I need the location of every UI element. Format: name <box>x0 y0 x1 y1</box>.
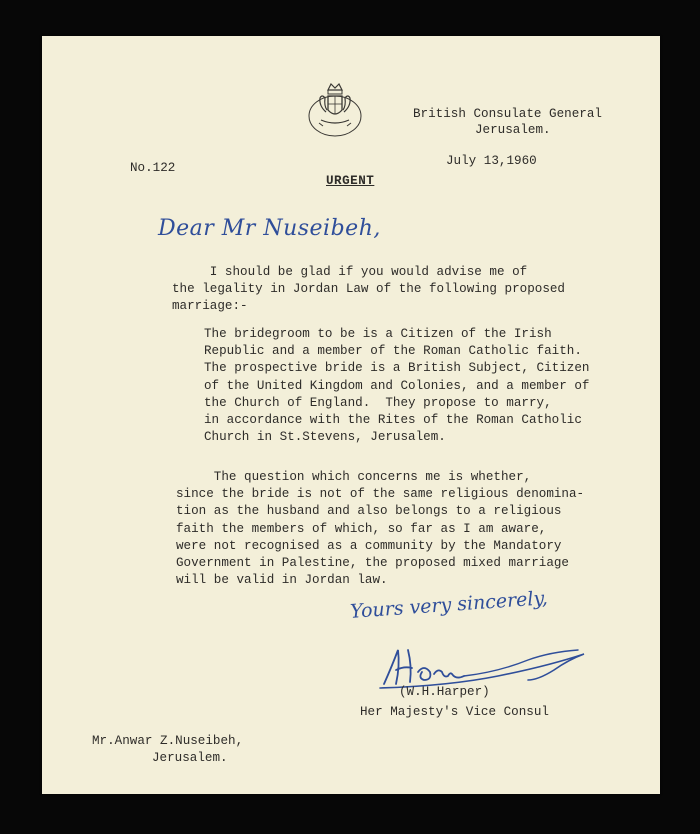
addressee-block <box>92 733 243 767</box>
body-line: the legality in Jordan Law of the following proposed <box>172 282 565 297</box>
body-line: marriage:- <box>172 299 248 314</box>
body-line: of the United Kingdom and Colonies, and a member of <box>204 378 590 393</box>
letter-sheet <box>42 36 660 794</box>
body-line: the Church of England. They propose to marry, <box>204 395 552 410</box>
letter-date: July 13,1960 <box>446 154 537 168</box>
body-line: will be valid in Jordan law. <box>176 573 388 588</box>
addressee-city: Jerusalem. <box>152 751 228 765</box>
body-line: Republic and a member of the Roman Catholic faith. <box>204 344 582 359</box>
consulate-address <box>413 106 602 138</box>
body-paragraph-3 <box>176 469 584 589</box>
body-line: The question which concerns me is whether, <box>176 470 532 484</box>
signer-title: Her Majesty's Vice Consul <box>360 705 549 719</box>
urgent-label: URGENT <box>326 174 375 188</box>
addressee-name: Mr.Anwar Z.Nuseibeh, <box>92 734 244 748</box>
body-line: faith the members of which, so far as I am aware, <box>176 521 547 536</box>
consulate-city: Jerusalem. <box>475 123 551 137</box>
handwritten-salutation: Dear Mr Nuseibeh, <box>158 216 381 241</box>
consulate-name: British Consulate General <box>413 107 602 121</box>
body-paragraph-2-quoted <box>204 326 589 446</box>
body-line: The bridegroom to be is a Citizen of the Irish <box>204 327 552 341</box>
body-line: The prospective bride is a British Subject, Citizen <box>204 361 590 376</box>
body-line: in accordance with the Rites of the Roman Catholic <box>204 413 582 428</box>
body-line: were not recognised as a community by the Mandatory <box>176 538 562 553</box>
body-line: since the bride is not of the same religious denomina- <box>176 487 585 502</box>
reference-number: No.122 <box>130 161 176 175</box>
body-line: Church in St.Stevens, Jerusalem. <box>204 430 446 445</box>
body-line: tion as the husband and also belongs to a religious <box>176 504 562 519</box>
signer-name: (W.H.Harper) <box>399 685 490 699</box>
handwritten-closing: Yours very sincerely, <box>349 587 549 623</box>
body-line: I should be glad if you would advise me of <box>172 265 528 279</box>
body-paragraph-1 <box>172 264 565 316</box>
body-line: Government in Palestine, the proposed mixed marriage <box>176 556 569 571</box>
royal-coat-of-arms-emblem <box>307 76 363 140</box>
